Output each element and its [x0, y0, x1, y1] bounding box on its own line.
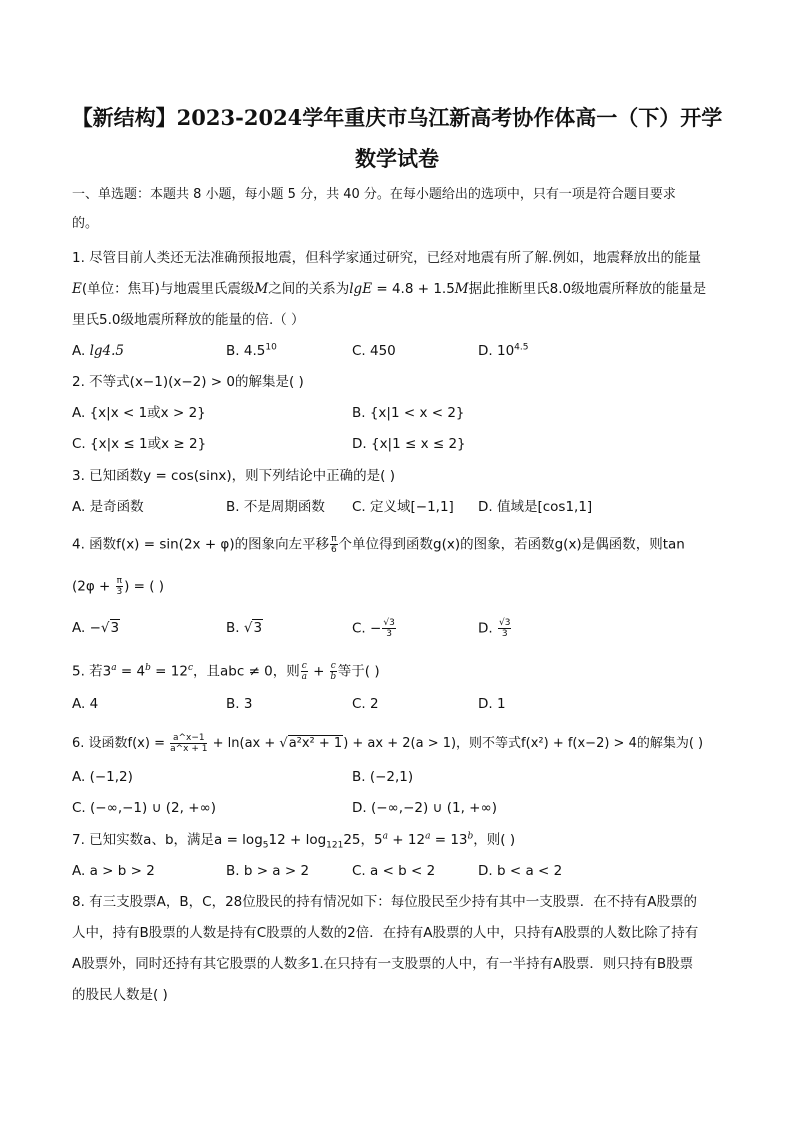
q1-option-b-label: B.	[226, 343, 240, 359]
q4-option-b-label: B.	[226, 620, 240, 636]
q3-option-d: D. 值域是[cos1,1]	[478, 499, 593, 515]
q6-option-a: A. (−1,2)	[72, 769, 133, 785]
q3-stem: 3. 已知函数y = cos(sinx)，则下列结论中正确的是( )	[72, 468, 395, 484]
q1-option-a-value: lg4.5	[89, 343, 125, 359]
q5-exp: b	[145, 663, 151, 673]
q5-fraction-c-a	[301, 661, 308, 682]
q7-text: 7. 已知实数a、b，满足a = log	[72, 832, 263, 848]
q1-stem-line3: 里氏5.0级地震所释放的能量的倍.（ ）	[72, 312, 305, 328]
sqrt-icon: √	[243, 620, 253, 636]
q1-text: 据此推断里氏8.0级地震所释放的能量是	[468, 281, 707, 297]
q5-frac-num: c	[330, 661, 336, 671]
q5-text: 等于( )	[337, 663, 380, 680]
q4-option-c-fraction	[382, 618, 395, 639]
q4-frac-num: π	[331, 534, 337, 544]
section-instructions-line1: 一、单选题：本题共 8 小题，每小题 5 分，共 40 分。在每小题给出的选项中，只有一项是符合题目要求	[72, 187, 676, 202]
q1-option-b-base: 4.5	[243, 343, 266, 359]
q4-frac-num: √3	[383, 618, 395, 628]
q4-stem-line1	[72, 534, 732, 555]
q5-text: = 12	[150, 663, 188, 680]
q2-option-b: B. {x|1 < x < 2}	[352, 405, 465, 421]
q4-option-c-label: C. −	[352, 620, 382, 637]
q6-text: + ln(ax +	[208, 736, 280, 751]
q5-text: = 4	[116, 663, 146, 680]
q1-stem-line1: 1. 尽管目前人类还无法准确预报地震，但科学家通过研究，已经对地震有所了解.例如，地震释放出的能量	[72, 250, 701, 266]
exam-title-line1: 【新结构】2023-2024学年重庆市乌江新高考协作体高一（下）开学	[71, 105, 723, 130]
q5-option-c: C. 2	[352, 696, 379, 712]
q4-text: 个单位得到函数g(x)的图象，若函数g(x)是偶函数，则tan	[338, 536, 685, 553]
q7-option-c: C. a < b < 2	[352, 863, 436, 879]
q4-frac-den: 3	[386, 629, 392, 639]
q6-frac-num: a^x−1	[170, 733, 207, 744]
q4-option-a-radicand: 3	[110, 620, 120, 636]
q1-text: (单位：焦耳)与地震里氏震级	[81, 281, 255, 297]
sqrt-icon: √	[100, 620, 110, 636]
q7-option-b: B. b > a > 2	[226, 863, 310, 879]
q4-option-d	[478, 618, 512, 639]
q4-fraction-pi-6	[330, 534, 337, 555]
q1-var-e: E	[72, 281, 82, 297]
q7-option-a: A. a > b > 2	[72, 863, 155, 879]
q6-frac-den: a^x + 1	[170, 744, 208, 754]
q4-frac-den: 6	[330, 545, 337, 555]
q5-text: 5. 若3	[72, 663, 112, 680]
q2-option-c: C. {x|x ≤ 1或x ≥ 2}	[72, 436, 207, 452]
q6-stem	[72, 733, 732, 754]
q1-option-d	[478, 341, 529, 361]
q7-option-d: D. b < a < 2	[478, 863, 563, 879]
q6-option-c: C. (−∞,−1) ∪ (2, +∞)	[72, 800, 217, 816]
q1-option-b-exp: 10	[265, 342, 277, 353]
q6-text: ) + ax + 2(a > 1)，则不等式f(x²) + f(x−2) > 4的解集为( )	[343, 736, 704, 751]
q6-option-b: B. (−2,1)	[352, 769, 414, 785]
q1-option-d-label: D.	[478, 343, 493, 359]
q4-frac-num: π	[116, 576, 123, 586]
q8-stem-line1: 8. 有三支股票A，B，C，28位股民的持有情况如下：每位股民至少持有其中一支股票．在不持有A股票的	[72, 894, 698, 910]
q5-frac-den: a	[301, 672, 307, 682]
q6-text: 6. 设函数f(x) =	[72, 736, 170, 751]
q5-option-d: D. 1	[478, 696, 506, 712]
q5-option-a: A. 4	[72, 696, 99, 712]
q7-text: 12 + log	[268, 832, 327, 848]
q8-stem-line4: 的股民人数是( )	[72, 987, 168, 1003]
q4-frac-den: 3	[501, 629, 508, 639]
q3-option-c: C. 定义域[−1,1]	[352, 499, 454, 515]
q5-exp: c	[187, 663, 194, 673]
q5-exp: a	[111, 663, 117, 673]
q1-option-b	[226, 341, 277, 361]
q4-text: (2φ +	[72, 578, 115, 595]
q1-option-d-base: 10	[496, 343, 515, 359]
q1-var-m: M	[254, 281, 269, 297]
sqrt-icon: √	[279, 736, 288, 751]
q7-exp: a	[425, 831, 431, 842]
q1-option-a	[72, 341, 124, 361]
q1-option-a-label: A.	[72, 343, 86, 359]
q7-text: ，则( )	[473, 832, 516, 848]
q7-text: = 13	[430, 832, 468, 848]
q3-option-a: A. 是奇函数	[72, 499, 144, 515]
q1-var-m: M	[454, 281, 469, 297]
q1-option-c: C. 450	[352, 343, 396, 359]
q5-text: ，且abc ≠ 0，则	[193, 663, 300, 680]
q8-stem-line3: A股票外，同时还持有其它股票的人数多1.在只持有一支股票的人中，有一半持有A股票．则只持有B股票	[72, 956, 694, 972]
q7-text: 25，5	[343, 832, 383, 848]
q4-text: ) = ( )	[124, 578, 165, 595]
exam-title-line2: 数学试卷	[355, 146, 439, 171]
q5-frac-num: c	[301, 661, 307, 671]
q2-option-a: A. {x|x < 1或x > 2}	[72, 405, 206, 421]
q5-stem	[72, 661, 732, 682]
q1-formula-lge: lgE	[349, 281, 373, 297]
q7-exp: a	[382, 831, 388, 842]
q4-frac-num: √3	[498, 618, 511, 628]
q7-sub: 121	[326, 840, 344, 851]
q8-stem-line2: 人中，持有B股票的人数是持有C股票的人数的2倍．在持有A股票的人中，只持有A股票的人数比除了持有	[72, 925, 699, 941]
q3-option-b: B. 不是周期函数	[226, 499, 325, 515]
q6-fraction	[170, 733, 207, 754]
q2-option-d: D. {x|1 ≤ x ≤ 2}	[352, 436, 466, 452]
q7-text: + 12	[388, 832, 426, 848]
q4-option-d-fraction	[498, 618, 511, 639]
q7-sub: 5	[262, 840, 269, 851]
q4-stem-line2	[72, 576, 732, 597]
q6-radicand: a²x² + 1	[288, 736, 343, 751]
q4-frac-den: 3	[116, 587, 123, 597]
q4-option-b	[226, 618, 263, 638]
q5-text: +	[308, 663, 329, 680]
q1-option-d-exp: 4.5	[514, 342, 529, 353]
section-instructions-line2: 的。	[72, 216, 99, 231]
q1-text: 之间的关系为	[268, 281, 350, 297]
q4-text: 4. 函数f(x) = sin(2x + φ)的图象向左平移	[72, 536, 330, 553]
q1-stem-line2	[72, 279, 732, 299]
q4-option-d-label: D.	[478, 620, 493, 637]
q2-stem: 2. 不等式(x−1)(x−2) > 0的解集是( )	[72, 374, 304, 390]
q4-option-b-radicand: 3	[253, 620, 263, 636]
q5-option-b: B. 3	[226, 696, 253, 712]
q4-option-a	[72, 618, 120, 638]
q5-fraction-c-b	[330, 661, 337, 682]
q5-frac-den: b	[330, 672, 337, 682]
q7-stem	[72, 830, 732, 850]
q7-exp: b	[467, 831, 474, 842]
q4-fraction-pi-3	[116, 576, 123, 597]
q4-option-a-label: A. −	[72, 620, 101, 636]
q6-option-d: D. (−∞,−2) ∪ (1, +∞)	[352, 800, 497, 816]
q1-formula-rhs: = 4.8 + 1.5	[372, 281, 455, 297]
q4-option-c	[352, 618, 397, 639]
